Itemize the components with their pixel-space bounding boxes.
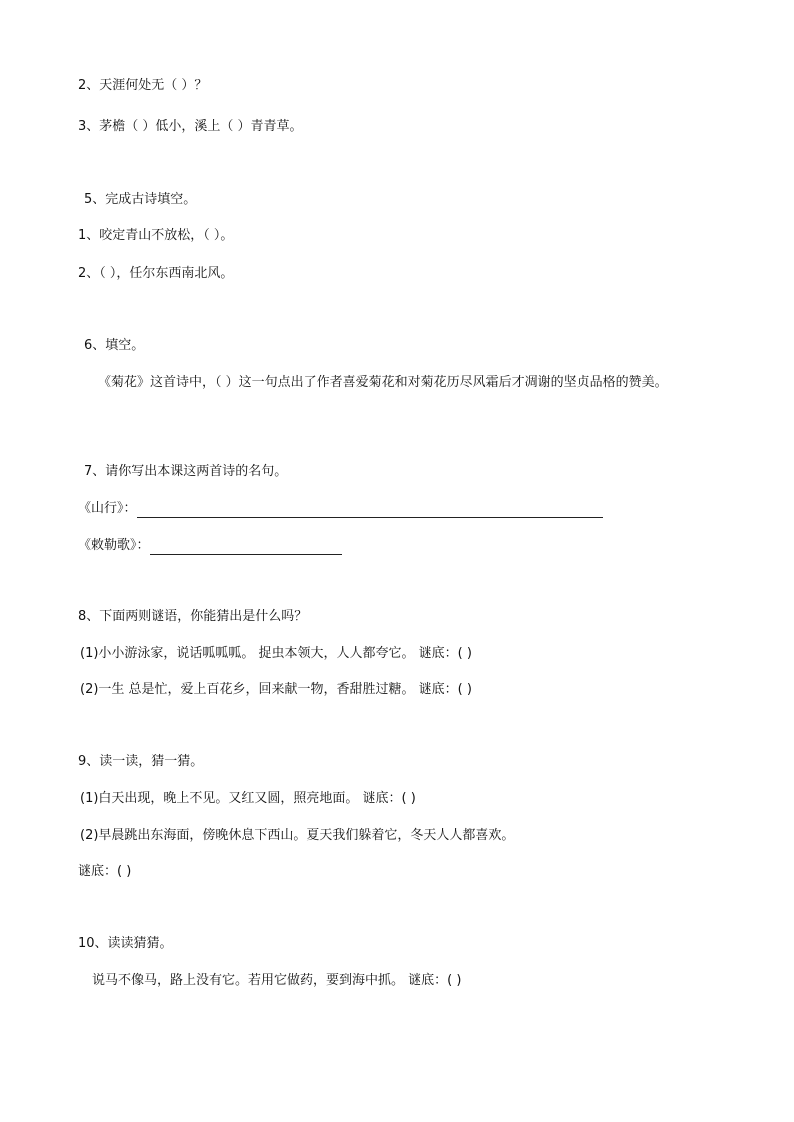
q10-heading: 10、读读猜猜。 (78, 936, 173, 951)
q2-line2: 3、茅檐（ ）低小，溪上（ ）青青草。 (78, 119, 303, 134)
q5-heading: 5、完成古诗填空。 (84, 192, 197, 207)
q7-poem1 (78, 500, 603, 518)
q5-item2: 2、（ ），任尔东西南北风。 (78, 266, 234, 281)
q7-heading: 7、请你写出本课这两首诗的名句。 (84, 464, 288, 479)
poem1-answer-line[interactable] (137, 503, 603, 518)
q6-body: 《菊花》这首诗中，（ ）这一句点出了作者喜爱菊花和对菊花历尽风霜后才凋谢的坚贞品格的赞美。 (98, 375, 668, 390)
q9-answer2: 谜底：( ) (78, 864, 132, 879)
q2-line1: 2、天涯何处无（ ）？ (78, 78, 208, 93)
q10-riddle: 说马不像马，路上没有它。若用它做药，要到海中抓。 谜底：( ) (92, 973, 462, 988)
q9-heading: 9、读一读，猜一猜。 (78, 754, 204, 769)
q9-riddle2: (2)早晨跳出东海面，傍晚休息下西山。夏天我们躲着它，冬天人人都喜欢。 (80, 828, 515, 843)
q9-riddle1: (1)白天出现，晚上不见。又红又圆，照亮地面。 谜底：( ) (80, 791, 416, 806)
poem2-answer-line[interactable] (150, 540, 342, 555)
q8-heading: 8、下面两则谜语，你能猜出是什么吗？ (78, 609, 308, 624)
q8-riddle2: (2)一生 总是忙，爱上百花乡，回来献一物，香甜胜过糖。 谜底：( ) (80, 682, 472, 697)
q7-poem2 (78, 537, 342, 555)
q5-item1: 1、咬定青山不放松，（ ）。 (78, 228, 234, 243)
poem2-label: 《敕勒歌》： (78, 538, 150, 553)
q6-heading: 6、填空。 (84, 338, 145, 353)
poem1-label: 《山行》： (78, 501, 137, 516)
q8-riddle1: (1)小小游泳家，说话呱呱呱。 捉虫本领大，人人都夸它。 谜底：( ) (80, 646, 472, 661)
